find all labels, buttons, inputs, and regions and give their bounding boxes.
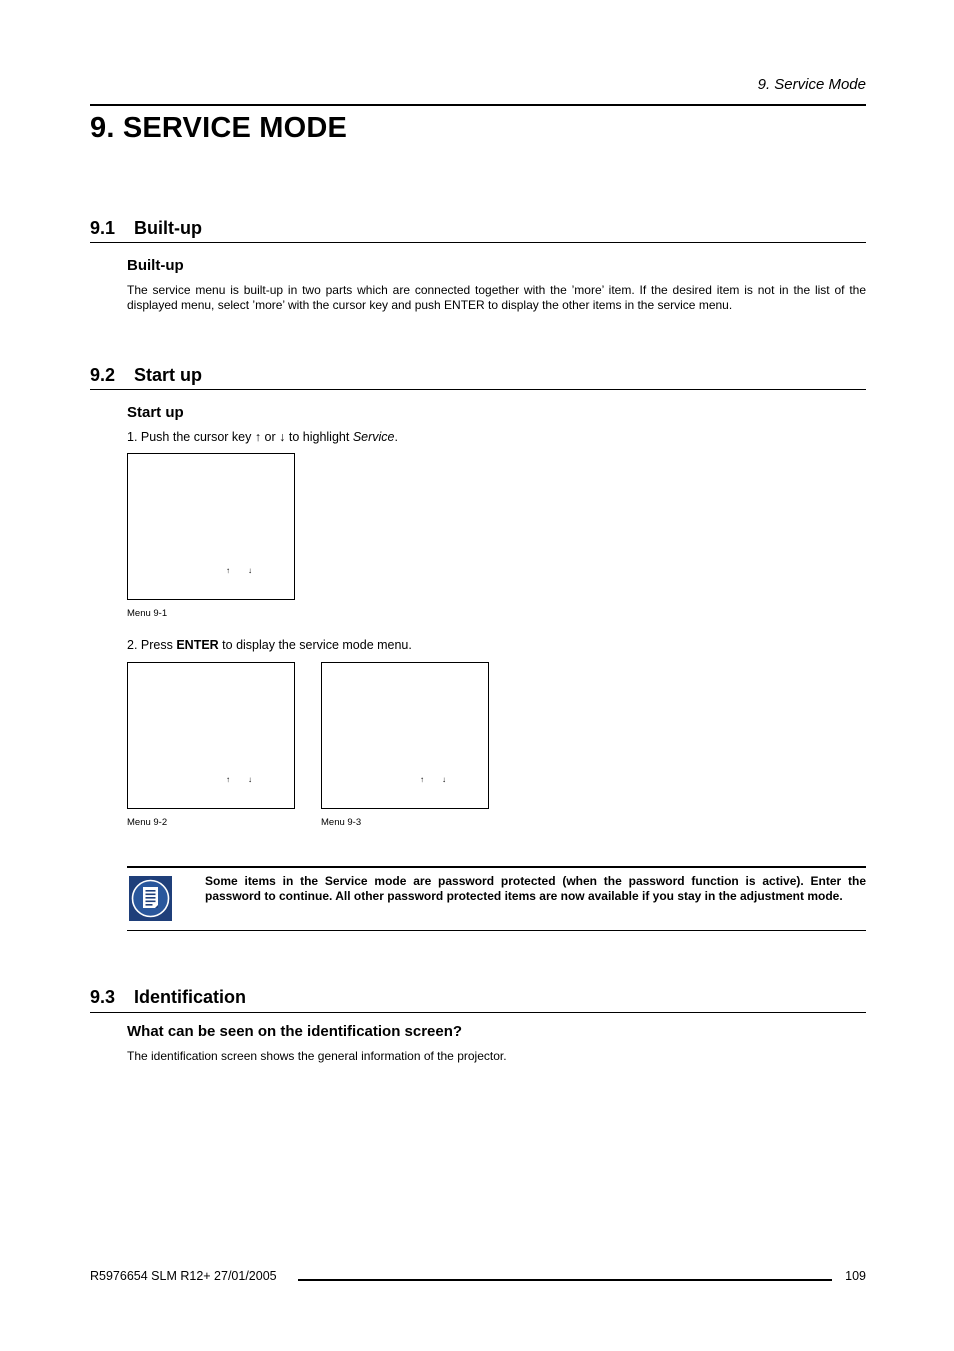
step-2-key: ENTER bbox=[176, 638, 219, 652]
step-1-text: 1. Push the cursor key ↑ or ↓ to highlight bbox=[127, 430, 353, 444]
footer-rule bbox=[298, 1279, 832, 1281]
arrow-up-icon: ↑ bbox=[226, 775, 230, 784]
section-number: 9.3 bbox=[90, 987, 116, 1007]
section-title-identification bbox=[90, 987, 246, 1008]
menu-caption: Menu 9-2 bbox=[127, 817, 168, 828]
note-text: Some items in the Service mode are password protected (when the password function is active). Enter the password to continue. All other password protected items are now available if you stay in the adjustment mode. bbox=[205, 874, 866, 903]
menu-screenshot-9-1 bbox=[127, 453, 295, 600]
built-up-paragraph: The service menu is built-up in two parts which are connected together with the ’more’ item. If the desired item is not in the list of the displayed menu, select ’more’ with the cursor key and push ENTER to display the other items in the service menu. bbox=[127, 283, 866, 312]
cursor-key-hints bbox=[226, 775, 270, 784]
section-number: 9.2 bbox=[90, 365, 116, 385]
menu-caption: Menu 9-3 bbox=[321, 817, 362, 828]
menu-screenshot-9-3 bbox=[321, 662, 489, 809]
note-document-icon bbox=[129, 876, 172, 921]
section-title-built-up bbox=[90, 218, 202, 239]
section-rule bbox=[90, 242, 866, 243]
arrow-up-icon: ↑ bbox=[226, 566, 230, 575]
arrow-down-icon: ↓ bbox=[248, 775, 252, 784]
cursor-key-hints bbox=[226, 566, 270, 575]
note-rule-top bbox=[127, 866, 866, 868]
cursor-key-hints bbox=[420, 775, 464, 784]
arrow-down-icon: ↓ bbox=[442, 775, 446, 784]
arrow-down-icon: ↓ bbox=[248, 566, 252, 575]
header-rule bbox=[90, 104, 866, 106]
running-head: 9. Service Mode bbox=[757, 76, 866, 93]
page-number: 109 bbox=[845, 1269, 866, 1283]
subheading-built-up: Built-up bbox=[127, 257, 184, 274]
step-2-suffix: to display the service mode menu. bbox=[218, 638, 412, 652]
identification-paragraph: The identification screen shows the general information of the projector. bbox=[127, 1049, 507, 1063]
section-rule bbox=[90, 389, 866, 390]
section-title-start-up bbox=[90, 365, 202, 386]
footer-doc-ref: R5976654 SLM R12+ 27/01/2005 bbox=[90, 1269, 277, 1283]
chapter-title: 9. SERVICE MODE bbox=[90, 112, 348, 144]
section-number: 9.1 bbox=[90, 218, 116, 238]
section-heading: Start up bbox=[134, 365, 203, 385]
arrow-up-icon: ↑ bbox=[420, 775, 424, 784]
section-heading: Identification bbox=[134, 987, 246, 1007]
subheading-start-up: Start up bbox=[127, 404, 184, 421]
section-heading: Built-up bbox=[134, 218, 202, 238]
note-rule-bottom bbox=[127, 930, 866, 931]
menu-caption: Menu 9-1 bbox=[127, 608, 168, 619]
step-1 bbox=[127, 430, 398, 444]
section-rule bbox=[90, 1012, 866, 1013]
step-1-suffix: . bbox=[394, 430, 398, 444]
menu-screenshot-9-2 bbox=[127, 662, 295, 809]
step-2-text: 2. Press bbox=[127, 638, 177, 652]
subheading-identification: What can be seen on the identification screen? bbox=[127, 1023, 463, 1040]
step-1-emphasis: Service bbox=[352, 430, 395, 444]
step-2 bbox=[127, 638, 412, 652]
